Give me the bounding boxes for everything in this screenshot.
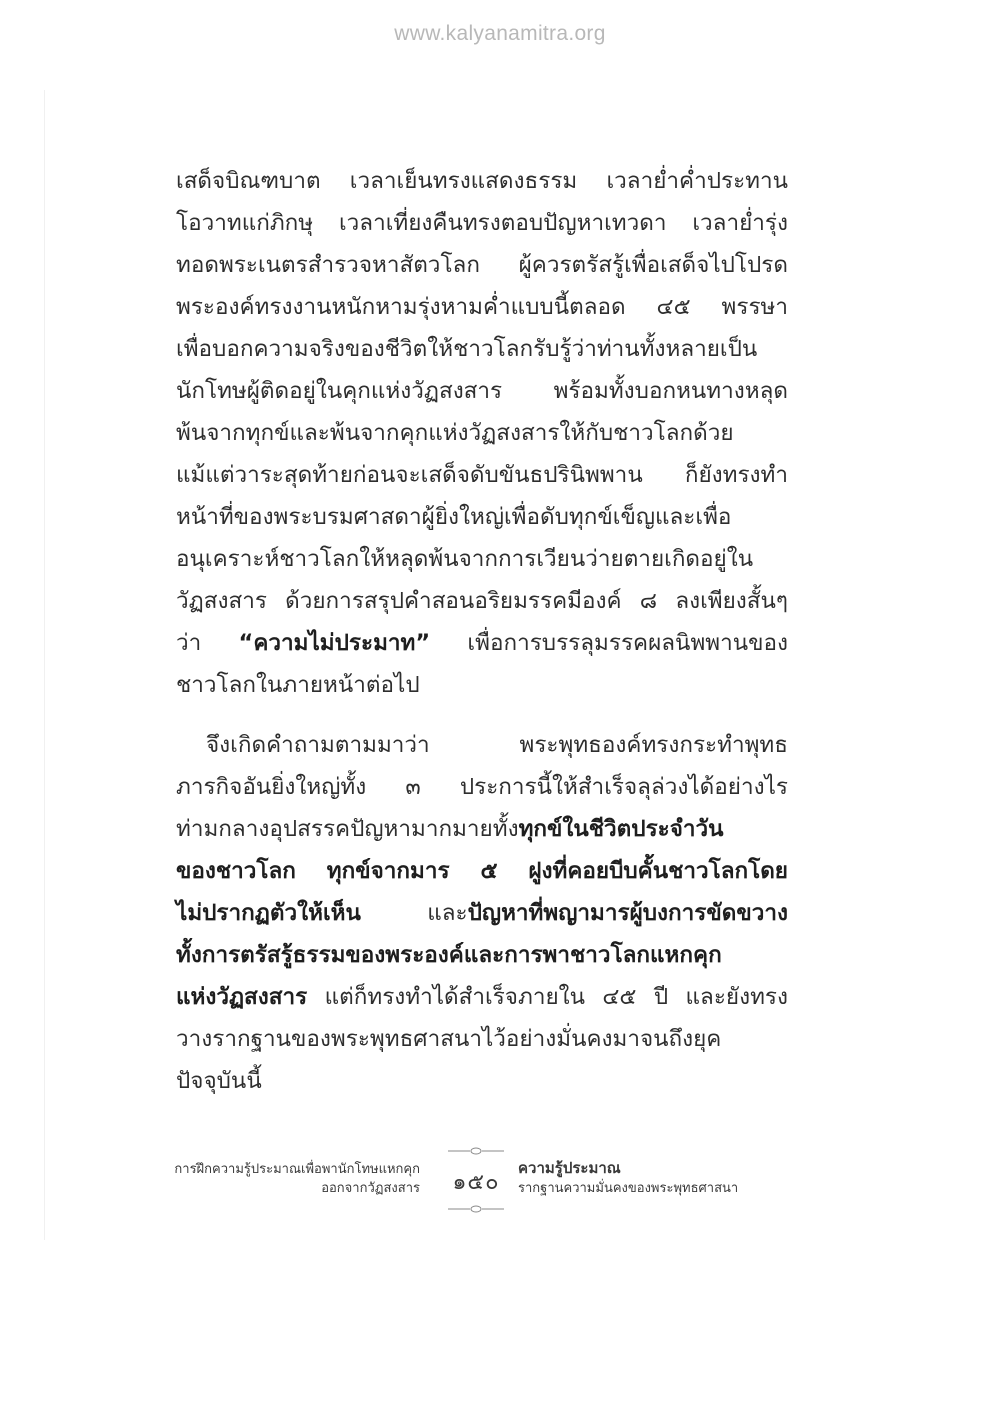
bold-text-segment: ทุกข์ในชีวิตประจำวัน (518, 816, 724, 842)
text-line (176, 892, 788, 934)
watermark-url: www.kalyanamitra.org (394, 22, 606, 45)
text-line (176, 724, 788, 766)
footer-book-title-line2: ออกจากวัฏสงสาร (321, 1181, 420, 1196)
text-line (176, 766, 788, 808)
text-line (176, 244, 788, 286)
text-line (176, 580, 788, 622)
text-segment: หน้าที่ของพระบรมศาสดาผู้ยิ่งใหญ่เพื่อดับทุกข์เข็ญและเพื่อ (176, 504, 732, 530)
text-segment: ชาวโลกในภายหน้าต่อไป (176, 672, 420, 698)
text-segment: และ (360, 900, 468, 926)
footer-chapter-subtitle: รากฐานความมั่นคงของพระพุทธศาสนา (518, 1181, 739, 1196)
text-segment: นักโทษผู้ติดอยู่ในคุกแห่งวัฏสงสาร พร้อมทั้งบอกหนทางหลุด (176, 378, 788, 404)
text-segment: ทอดพระเนตรสำรวจหาสัตวโลก ผู้ควรตรัสรู้เพื่อเสด็จไปโปรด (176, 252, 788, 278)
bold-text-segment: ปัญหาที่พญามารผู้บงการขัดขวาง (467, 900, 788, 926)
text-line (176, 286, 788, 328)
text-line (176, 160, 788, 202)
text-segment: วางรากฐานของพระพุทธศาสนาไว้อย่างมั่นคงมาจนถึงยุค (176, 1026, 722, 1052)
text-line (176, 850, 788, 892)
text-segment: เพื่อการบรรลุมรรคผลนิพพานของ (430, 630, 788, 656)
footer-ornament-top (446, 1146, 506, 1156)
text-segment: แต่ก็ทรงทำได้สำเร็จภายใน ๔๕ ปี และยังทรง (307, 984, 788, 1010)
body-text (176, 160, 788, 1102)
bold-text-segment: “ความไม่ประมาท” (238, 630, 431, 656)
text-segment: พ้นจากทุกข์และพ้นจากคุกแห่งวัฏสงสารให้กับชาวโลกด้วย (176, 420, 734, 446)
text-line (176, 976, 788, 1018)
text-line (176, 622, 788, 664)
text-line (176, 808, 788, 850)
text-line (176, 454, 788, 496)
footer-chapter-name: ความรู้ประมาณ (518, 1159, 621, 1177)
text-line (176, 202, 788, 244)
text-segment: จึงเกิดคำถามตามมาว่า พระพุทธองค์ทรงกระทำพุทธ (206, 732, 788, 758)
text-segment: ภารกิจอันยิ่งใหญ่ทั้ง ๓ ประการนี้ให้สำเร็จลุล่วงได้อย่างไร (176, 774, 788, 800)
page-number: ๑๕๐ (452, 1170, 500, 1195)
text-line (176, 538, 788, 580)
footer-chapter-title (518, 1158, 738, 1198)
bold-text-segment: แห่งวัฏสงสาร (176, 984, 308, 1010)
bold-text-segment: ไม่ปรากฏตัวให้เห็น (176, 900, 361, 926)
text-segment: เสด็จบิณฑบาต เวลาเย็นทรงแสดงธรรม เวลาย่ำค่ำประทาน (176, 168, 788, 194)
text-line (176, 328, 788, 370)
scan-margin-line (44, 90, 45, 1240)
text-line (176, 1018, 788, 1060)
text-segment: แม้แต่วาระสุดท้ายก่อนจะเสด็จดับขันธปรินิพพาน ก็ยังทรงทำ (176, 462, 788, 488)
page-footer (150, 1140, 790, 1220)
text-segment: ท่ามกลางอุปสรรคปัญหามากมายทั้ง (176, 816, 519, 842)
text-segment: พระองค์ทรงงานหนักหามรุ่งหามค่ำแบบนี้ตลอด ๔๕ พรรษา (176, 294, 788, 320)
text-segment: ปัจจุบันนี้ (176, 1068, 262, 1094)
footer-book-title (174, 1160, 420, 1198)
text-line (176, 412, 788, 454)
text-line (176, 934, 788, 976)
text-line (176, 370, 788, 412)
bold-text-segment: ของชาวโลก ทุกข์จากมาร ๕ ฝูงที่คอยบีบคั้นชาวโลกโดย (176, 858, 788, 884)
footer-book-title-line1: การฝึกความรู้ประมาณเพื่อพานักโทษแหกคุก (174, 1162, 420, 1177)
text-line (176, 1060, 788, 1102)
text-line (176, 496, 788, 538)
text-segment: โอวาทแก่ภิกษุ เวลาเที่ยงคืนทรงตอบปัญหาเทวดา เวลาย่ำรุ่ง (176, 210, 788, 236)
text-segment: เพื่อบอกความจริงของชีวิตให้ชาวโลกรับรู้ว่าท่านทั้งหลายเป็น (176, 336, 758, 362)
footer-ornament-bottom (446, 1204, 506, 1214)
text-segment: วัฏสงสาร ด้วยการสรุปคำสอนอริยมรรคมีองค์ ๘ ลงเพียงสั้นๆ (176, 588, 788, 614)
text-segment: อนุเคราะห์ชาวโลกให้หลุดพ้นจากการเวียนว่ายตายเกิดอยู่ใน (176, 546, 754, 572)
text-segment: ว่า (176, 630, 239, 656)
bold-text-segment: ทั้งการตรัสรู้ธรรมของพระองค์และการพาชาวโลกแหกคุก (176, 942, 722, 968)
paragraph-gap (176, 706, 788, 724)
text-line (176, 664, 788, 706)
